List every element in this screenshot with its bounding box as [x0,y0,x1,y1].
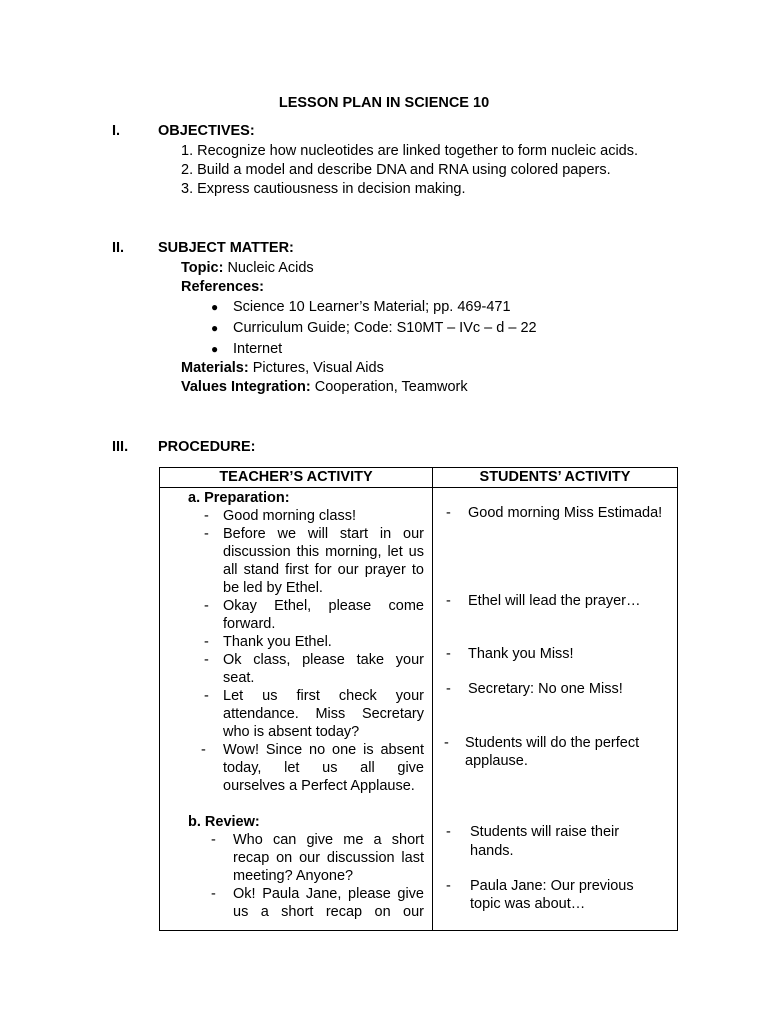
teacher-line: meeting? Anyone? [233,868,354,884]
list-dash: - [446,593,451,609]
bullet-icon: ● [211,342,219,356]
teacher-line: discussion this morning, let us [223,544,424,560]
bullet-icon: ● [211,321,219,335]
teacher-line: who is absent today? [223,724,360,740]
teacher-line: seat. [223,670,255,686]
section-numeral-objectives: I. [112,123,121,139]
students-activity-cell [433,488,678,931]
student-line: Students will raise their [470,824,620,840]
materials-line [181,359,384,377]
student-line: Good morning Miss Estimada! [468,505,663,521]
section-numeral-procedure: III. [112,439,129,455]
list-dash: - [204,508,209,524]
objectives-heading: OBJECTIVES: [158,123,255,139]
references-label: References: [181,279,265,295]
teacher-line: Before we will start in our [223,526,424,542]
topic-value: Nucleic Acids [227,260,314,276]
teacher-line: today, let us all give [223,760,424,776]
list-dash: - [204,526,209,542]
list-dash: - [204,634,209,650]
teacher-line: recap on our discussion last [233,850,424,866]
topic-label: Topic: [181,260,224,276]
teacher-line: Let us first check your [223,688,424,704]
students-activity-header: STUDENTS’ ACTIVITY [433,468,678,488]
teacher-line: all stand first for our prayer to [223,562,424,578]
list-dash: - [444,735,449,751]
procedure-heading: PROCEDURE: [158,439,256,455]
student-line: Thank you Miss! [468,646,574,662]
reference-item-2: Curriculum Guide; Code: S10MT – IVc – d – 22 [233,320,537,336]
student-line: Students will do the perfect [465,735,640,751]
list-dash: - [211,886,216,902]
page-title: LESSON PLAN IN SCIENCE 10 [278,95,490,111]
list-dash: - [446,878,451,894]
values-integration-label: Values Integration: [181,379,311,395]
teacher-line: Ok class, please take your [223,652,424,668]
teacher-line: be led by Ethel. [223,580,323,596]
bullet-icon: ● [211,300,219,314]
review-heading: b. Review: [188,814,260,830]
objective-item-3: 3. Express cautiousness in decision making. [181,181,466,197]
topic-line [181,259,314,277]
student-line: Ethel will lead the prayer… [468,593,641,609]
teacher-line: Good morning class! [223,508,356,524]
list-dash: - [211,832,216,848]
teacher-activity-cell [160,488,433,931]
teacher-line: Thank you Ethel. [223,634,332,650]
list-dash: - [201,742,206,758]
section-numeral-subject-matter: II. [112,240,125,256]
teacher-line: Who can give me a short [233,832,424,848]
teacher-line: Okay Ethel, please come [223,598,424,614]
list-dash: - [446,505,451,521]
teacher-activity-header: TEACHER’S ACTIVITY [160,468,433,488]
reference-item-3: Internet [233,341,283,357]
teacher-line: Ok! Paula Jane, please give [233,886,424,902]
materials-value: Pictures, Visual Aids [252,360,384,376]
teacher-line: forward. [223,616,276,632]
student-line: Secretary: No one Miss! [468,681,623,697]
list-dash: - [204,598,209,614]
teacher-line: ourselves a Perfect Applause. [223,778,415,794]
student-line: Paula Jane: Our previous [470,878,634,894]
materials-label: Materials: [181,360,249,376]
teacher-line: Wow! Since no one is absent [223,742,424,758]
procedure-table [159,467,678,931]
reference-item-1: Science 10 Learner’s Material; pp. 469-471 [233,299,511,315]
teacher-line: attendance. Miss Secretary [223,706,424,722]
subject-matter-heading: SUBJECT MATTER: [158,240,294,256]
student-line: topic was about… [470,896,586,912]
list-dash: - [204,688,209,704]
list-dash: - [446,824,451,840]
student-line: hands. [470,843,514,859]
preparation-heading: a. Preparation: [188,490,290,506]
objective-item-1: 1. Recognize how nucleotides are linked together to form nucleic acids. [181,143,639,159]
values-integration-line [181,378,468,396]
student-line: applause. [465,753,528,769]
teacher-line: us a short recap on our [233,904,424,920]
values-integration-value: Cooperation, Teamwork [314,379,468,395]
list-dash: - [204,652,209,668]
objective-item-2: 2. Build a model and describe DNA and RNA using colored papers. [181,162,611,178]
list-dash: - [446,681,451,697]
list-dash: - [446,646,451,662]
